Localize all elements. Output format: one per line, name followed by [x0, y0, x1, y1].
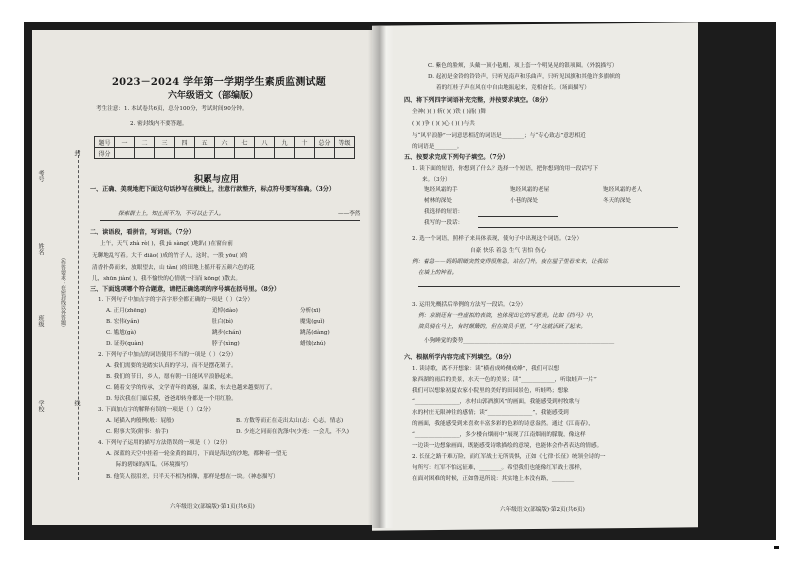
option-a: A. 尾猫入肉般例(般：屁般) [106, 418, 174, 424]
option-b: B. 方数等而正在走出太山(志：心志，情志) [236, 418, 344, 424]
question-6: 六、根据所学内容完成下列填空。（8分） [404, 354, 515, 361]
question-2-line: 无聊地乱写着。大千 diāo( )成的竹子人，这时，一股 yōu( )的 [92, 253, 248, 259]
word-choices: 自豪 快乐 着急 生气 害怕 伤心 [470, 248, 547, 254]
option-d: D. 证券(quàn) [106, 341, 144, 347]
answer-line [418, 286, 680, 287]
score-cell: 八 [255, 137, 275, 148]
question-6-line: 水的村庄无限神往的感情；读“________________”，我能感受到 [412, 410, 569, 416]
question-3-1: 1. 下列句子中加点字的字音字形全都正确的一项是（ ）（2分） [98, 297, 254, 303]
option-a: A. 我们需要的是踏实认真的学习，而不是摆花架子。 [106, 363, 237, 369]
score-cell: 题号 [95, 137, 115, 148]
option-c-3: 跳荡(dàng) [300, 330, 330, 336]
score-cell [335, 148, 355, 159]
score-cell: 得分 [95, 148, 115, 159]
answer-line [100, 220, 360, 221]
score-cell [315, 148, 335, 159]
score-cell: 二 [135, 137, 155, 148]
question-4-line: 全神( )( ) 斩( )( )铁 ( )涌( )舞 [412, 109, 486, 115]
question-5-1: 1. 读下面的短语，你想到了什么？选择一个短语，把你想到的用一段话写下 [412, 166, 599, 172]
question-5-2: 2. 选一个词语，照样子来具体表现，使句子中出现这个词语。（2分） [412, 236, 583, 242]
question-5: 五、按要求完成下列句子填空。（7分） [404, 154, 509, 161]
binding-class-label: 班级 [37, 315, 44, 327]
page-footer: 六年级语文(部编版)·第1页(共6页) [170, 504, 255, 510]
option-b-3: 魔鬼(guǐ) [300, 319, 325, 325]
score-cell: 六 [215, 137, 235, 148]
option-a-2: 追悼(dào) [212, 308, 238, 314]
option-d-2: 脖子(xìng) [212, 341, 240, 347]
score-cell [155, 148, 175, 159]
question-2-line: 清香扑鼻而来，放眼望去，山 tǎn( )的田地上摇开着五颜六色的花 [92, 265, 255, 271]
section-title: 积累与应用 [194, 175, 240, 185]
question-2-line: 上午，天气 zhà rè( )，我 jǔ sàng( )地趴( )在窗台前 [100, 241, 233, 247]
notice-line-2: 2. 密封线内不要答题。 [130, 121, 188, 127]
example-passage-cont: 演员骑在马上，有时颠簸的，但在演员手里，“马”这就活跃了起来。 [418, 324, 586, 330]
option-c: C. 紫色的脸颊，头戴一顶小毡帽，项上套一个明晃晃的银项圈。（外貌描写） [428, 63, 618, 69]
score-table-header-row [95, 137, 355, 148]
question-6-line: 象西湖的雨后的美景，水天一色的美景；读“____________，听取蛙声一片” [412, 377, 597, 383]
question-3-4: 4. 下列句子运用的描写方法错误的一项是（ ）（2分） [98, 440, 231, 446]
corner-mark [774, 546, 779, 549]
score-cell: 总分 [315, 137, 335, 148]
written-passage-label: 我写的一段话： [424, 220, 464, 226]
page-footer: 六年级语文(部编版)·第2页(共6页) [500, 507, 585, 513]
question-3: 三、下面选项哪个符合题意，请把正确选项的序号填在括号里。（8分） [90, 286, 281, 293]
question-4: 四、将下列四字词语补充完整，并按要求填空。（8分） [404, 97, 552, 104]
question-1: 一、正确、美观地把下面这句话抄写在横线上，注意行款整齐，标点符号要写准确。（3分） [90, 186, 335, 193]
option-d-3: 蜡烛(zhú) [300, 341, 326, 347]
score-cell [295, 148, 315, 159]
example-sentence-cont: 在墙上的钟看。 [418, 270, 458, 276]
score-cell: 五 [195, 137, 215, 148]
option-b: B. 宏伟(yǎn) [106, 319, 140, 325]
binding-instruction: （作答要求：在密封线以外答题） [60, 255, 66, 330]
binding-line-mark: 线 [73, 400, 80, 406]
question-4-line: 的词语是________。 [412, 144, 463, 150]
chosen-phrase-label: 我选择的短语： [424, 209, 464, 215]
option-b: B. 他笑人很泪差，只半天不相为相像，那样是想在一块。（神态描写） [106, 474, 279, 480]
question-2-line: 儿，shūn jiàn( )，我不愉快的心情就一扫而 kōng( )散去。 [92, 276, 242, 282]
question-5-3: 3. 运用先概括后举例的方法写一段话。（2分） [412, 302, 527, 308]
question-6-line: 在面对困难的时候，正如鲁迅所说：其实地上本没有路，________ [412, 476, 575, 482]
answer-line [478, 227, 678, 228]
question-3-2: 2. 下列句子中加点的词语使用不当的一项是（ ）（2分） [98, 352, 237, 358]
question-3-3: 3. 下面加点字的解释有误的一项是（ ）（2分） [98, 407, 214, 413]
option-c: C. 附事大笑(附事：抬手) [106, 429, 169, 435]
question-6-line: 的画面，我能感受到来喜欢丰富多彩的色彩的诗意盎然。通过《江南春》， [412, 421, 594, 427]
score-cell [195, 148, 215, 159]
phrase-option: 饱经风霜的老人 [603, 187, 643, 193]
score-table-score-row [95, 148, 355, 159]
example-sentence: 例：着急——妈妈眼睛突然变得很焦急，站在门外，夜在屋子里看来来，让我站 [412, 259, 608, 265]
question-4-line: ( )( )争 ( )( )心 ( )( )与共 [412, 121, 475, 127]
phrase-option: 饱经风霜的手 [424, 187, 458, 193]
question-6-line: 一边读一边想象画面，既能感受诗歌描绘的意境，也能体会作者表达的情感。 [412, 443, 603, 449]
option-c: C. 尴尬(gà) [106, 330, 137, 336]
question-1-author: ——李然 [338, 211, 361, 217]
score-cell [255, 148, 275, 159]
option-d-cont: 着的红桂子声在风在中自由地振起来，竞相奋长。（场面描写） [436, 85, 590, 91]
question-6-line: 句所写：红军不怕远征难，________。希望我们也能像红军战士那样， [412, 465, 586, 471]
question-1-sentence: 探索群土上，知止而不为，不可以止于人。 [118, 211, 225, 217]
binding-name-label: 姓名 [37, 243, 44, 255]
score-cell [135, 148, 155, 159]
exam-subtitle: 六年级语文（部编版） [168, 91, 259, 101]
score-cell: 十 [295, 137, 315, 148]
exam-title: 2023－2024 学年第一学期学生素质监测试题 [112, 77, 326, 88]
binding-id-label: 考号 [37, 170, 44, 182]
option-a: A. 深蓝的天空中挂着一轮金黄的圆月，下面是海边的沙地，都种着一望无 [106, 451, 288, 457]
score-table [94, 136, 355, 159]
phrase-option: 小巷的深处 [510, 198, 538, 204]
option-c: C. 随着文学的传承，文学青年的离骚，温柔，东去也越来越要厉了。 [106, 385, 276, 391]
question-2: 二、读语段，看拼音，写词语。（7分） [90, 229, 195, 236]
question-6-line: 1. 读诗歌，离不开想象：读“横看成岭侧成峰”，我们可以想 [412, 366, 560, 372]
score-cell: 四 [175, 137, 195, 148]
question-4-line: 与“风平浪静”一词意思相近的词语是________；与“专心致志”意思相近 [412, 133, 586, 139]
binding-line [78, 150, 79, 480]
score-cell [175, 148, 195, 159]
binding-school-label: 学校 [37, 400, 44, 412]
question-6-line: 我们可以想象初夏农家小院里的美好的田园景色，听蛙鸣；想象 [412, 388, 569, 394]
page-fold-shadow [368, 26, 394, 528]
option-a: A. 正月(zhēng) [106, 308, 147, 314]
score-cell: 等级 [335, 137, 355, 148]
phrase-option: 树林的深处 [424, 198, 452, 204]
option-a-3: 分析(xī) [300, 308, 321, 314]
option-c-2: 跳步(chán) [212, 330, 242, 336]
score-cell: 三 [155, 137, 175, 148]
score-cell [235, 148, 255, 159]
answer-line [478, 216, 558, 217]
question-6-line: “________________，多少楼台烟雨中”展现了江南烟雨的朦胧，像这样 [412, 432, 586, 438]
option-b-2: 肚白(bì) [212, 319, 233, 325]
question-6-line: “________________，水村山郭酒旗风”的画面，我能感受到村牧歌与 [412, 399, 580, 405]
option-a-cont: 际的碧绿的西瓜。（环境描写） [116, 462, 192, 468]
notice-line-1: 考生注意：1. 本试卷共6页，总分100分，考试时间90分钟。 [96, 106, 248, 112]
option-d: D. 起初是金铃的铃铃声，只听见南声和乐曲声，只听见国旗和其他许多旗帜的 [428, 74, 621, 80]
score-cell: 九 [275, 137, 295, 148]
phrase-option: 冬天的深处 [603, 198, 631, 204]
score-cell: 一 [115, 137, 135, 148]
right-margin [777, 22, 794, 540]
phrase-option: 饱经风霜的老屋 [510, 187, 550, 193]
question-5-1-cont: 来。（3分） [422, 177, 451, 183]
score-cell: 七 [235, 137, 255, 148]
score-cell [275, 148, 295, 159]
question-5-3-prompt: 小狗睡觉的姿势______________________________________________________ [424, 338, 615, 344]
score-cell [215, 148, 235, 159]
option-d: D. 每次我在门廊后摸，爸爸却转身都是一个用红脸。 [106, 396, 237, 402]
binding-seal-mark: 封 [73, 150, 80, 156]
example-passage: 例：京剧还有一些虚拟的表演，也体现出它的写意美。比如《挡马》中， [418, 313, 598, 319]
score-cell [115, 148, 135, 159]
option-d: D. 少连之同而在洗涤中(少连：一会儿，不久) [236, 429, 349, 435]
option-b: B. 我们的节日，乡人，愿有朝一日能风平浪静起来。 [106, 374, 237, 380]
question-6-line: 2. 长征之路千难万险，而红军战士无所畏惧，正如《七律·长征》统领全诗的一 [412, 454, 606, 460]
